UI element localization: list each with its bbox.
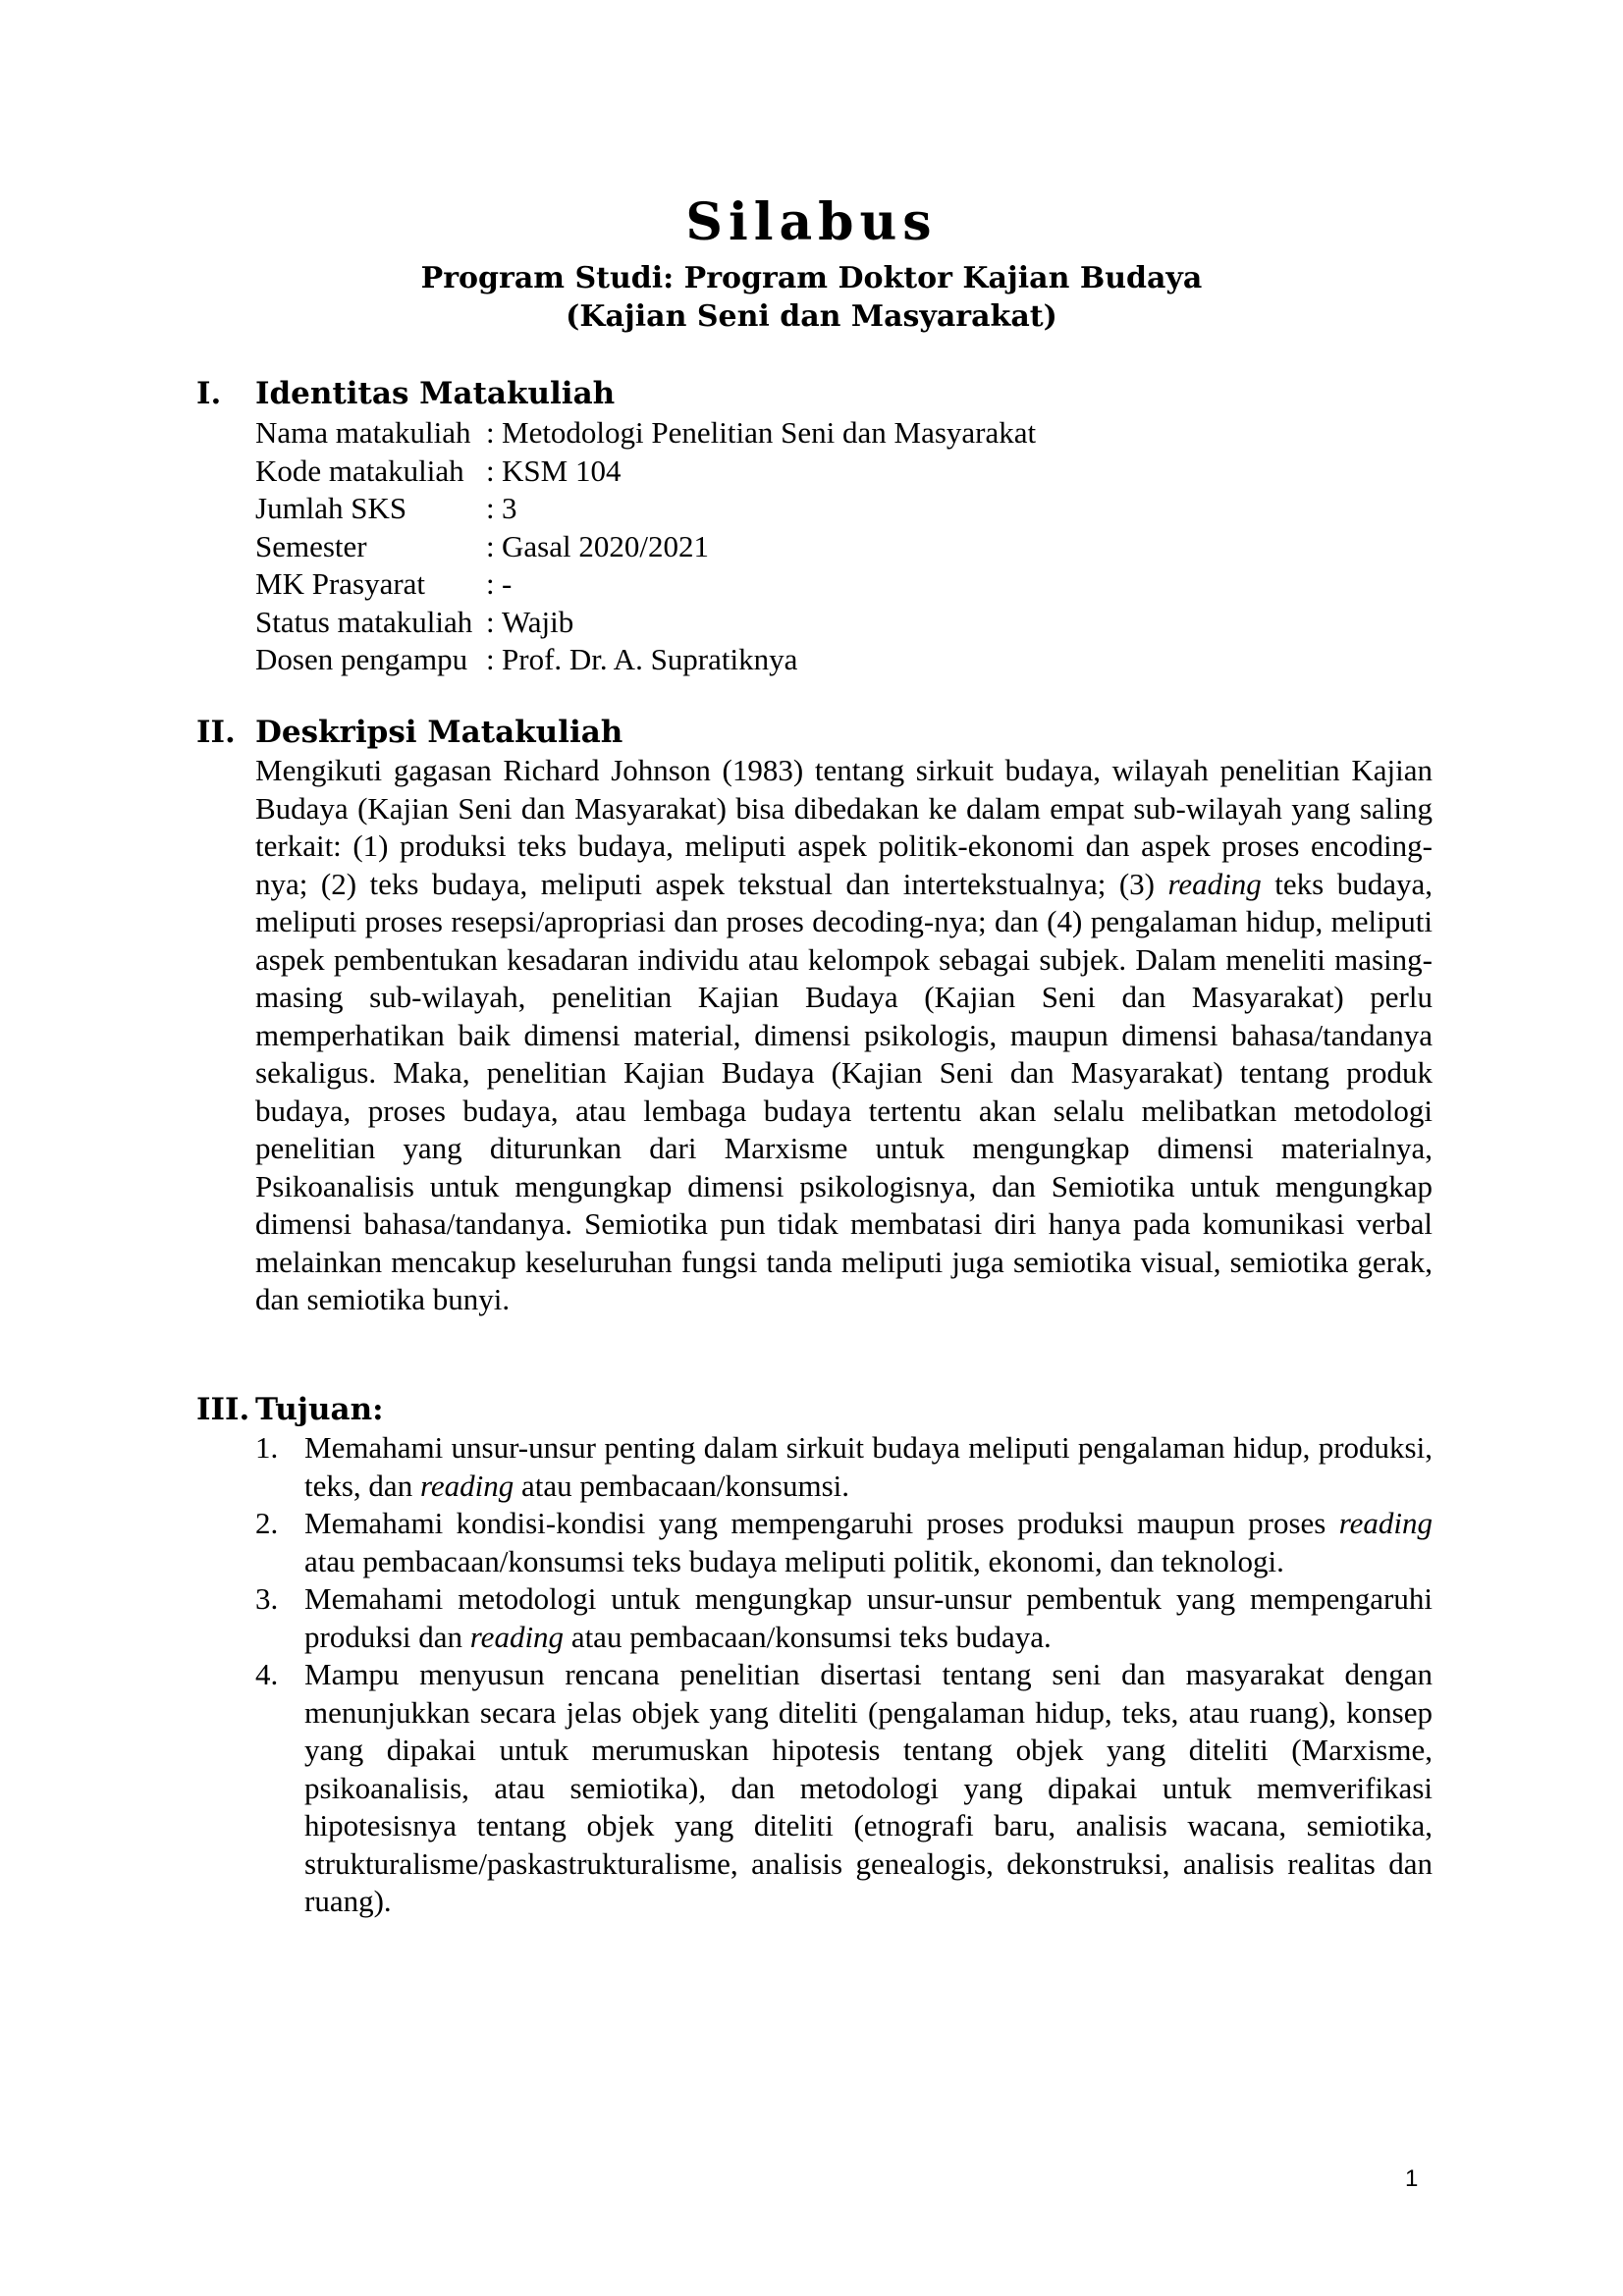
goal-emphasis: reading [469, 1619, 565, 1654]
goal-text-part: atau pembacaan/konsumsi teks budaya meliputi politik, ekonomi, dan teknologi. [304, 1543, 1284, 1578]
identity-value: KSM 104 [502, 453, 622, 488]
section-title: Identitas Matakuliah [255, 376, 616, 411]
identity-label: Kode matakuliah [255, 453, 464, 488]
goal-text-part: Memahami unsur-unsur penting dalam sirkuit budaya meliputi pengalaman hidup, produksi, teks, dan [304, 1430, 1433, 1503]
goal-item [255, 1580, 1433, 1656]
goal-item [255, 1505, 1433, 1580]
section-number: III. [196, 1392, 250, 1427]
identity-row-nama [255, 414, 1036, 453]
goal-item [255, 1429, 1433, 1505]
goal-text-part: Mampu menyusun rencana penelitian disertasi tentang seni dan masyarakat dengan menunjukkan secara jelas objek yang diteliti (pengalaman hidup, teks, atau ruang), konsep yang dipakai untuk merumuskan hipotesis tentang objek yang diteliti (Marxisme, psikoanalisis, atau semiotika), dan metodologi yang dipakai untuk memverifikasi hipotesisnya tentang objek yang diteliti (etnografi baru, analisis wacana, semiotika, strukturalisme/paskastrukturalisme, analisis genealogis, dekonstruksi, analisis realitas dan ruang). [304, 1657, 1433, 1918]
identity-label: Status matakuliah [255, 604, 473, 639]
program-concentration: (Kajian Seni dan Masyarakat) [566, 299, 1057, 334]
goal-number: 4. [255, 1657, 279, 1691]
identity-label: Nama matakuliah [255, 415, 471, 450]
identity-separator: : [486, 642, 495, 676]
goal-text [304, 1656, 1433, 1921]
identity-separator: : [486, 604, 495, 639]
course-identity-list [255, 414, 1036, 679]
identity-separator: : [486, 528, 495, 563]
description-emphasis: reading [1167, 866, 1262, 901]
goal-emphasis: reading [1338, 1506, 1433, 1540]
goal-text-part: Memahami kondisi-kondisi yang mempengaruhi proses produksi maupun proses [304, 1506, 1339, 1540]
section-number: II. [196, 715, 236, 750]
goal-number: 1. [255, 1430, 279, 1465]
course-description-paragraph [255, 752, 1433, 1319]
goal-text [304, 1505, 1433, 1580]
identity-row-semester [255, 528, 1036, 566]
goal-text [304, 1580, 1433, 1656]
identity-row-prasyarat [255, 565, 1036, 604]
identity-row-dosen [255, 641, 1036, 679]
section-tujuan-heading [196, 1392, 384, 1427]
section-deskripsi-heading [196, 715, 622, 750]
identity-label: Jumlah SKS [255, 491, 407, 525]
identity-value: Wajib [502, 604, 574, 639]
description-text: Mengikuti gagasan Richard Johnson (1983) tentang sirkuit budaya, wilayah penelitian Kajian Budaya (Kajian Seni dan Masyarakat) bisa dibedakan ke dalam empat sub-wilayah yang saling terkait: (1) produksi teks budaya, meliputi aspek politik-ekonomi dan aspek proses encoding-nya; (2) teks budaya, meliputi aspek tekstual dan intertekstualnya; (3) [255, 753, 1433, 901]
identity-label: Dosen pengampu [255, 642, 468, 676]
identity-label: MK Prasyarat [255, 566, 426, 601]
goal-text-part: atau pembacaan/konsumsi teks budaya. [564, 1619, 1052, 1654]
goal-number: 2. [255, 1506, 279, 1540]
identity-row-status [255, 604, 1036, 642]
identity-separator: : [486, 453, 495, 488]
identity-separator: : [486, 566, 495, 601]
section-identitas-heading [196, 376, 615, 411]
document-title: Silabus [685, 192, 938, 252]
section-number: I. [196, 376, 222, 411]
section-title: Tujuan: [255, 1392, 384, 1427]
program-subtitle: Program Studi: Program Doktor Kajian Budaya [420, 261, 1203, 295]
identity-value: 3 [502, 491, 517, 525]
identity-separator: : [486, 491, 495, 525]
identity-separator: : [486, 415, 495, 450]
identity-value: - [502, 566, 513, 601]
page-number: 1 [1405, 2165, 1419, 2192]
identity-value: Prof. Dr. A. Supratiknya [502, 642, 798, 676]
goal-text-part: atau pembacaan/konsumsi. [514, 1468, 850, 1503]
goal-text [304, 1429, 1433, 1505]
identity-row-kode [255, 453, 1036, 491]
identity-row-sks [255, 490, 1036, 528]
identity-value: Metodologi Penelitian Seni dan Masyarakat [502, 415, 1037, 450]
goal-number: 3. [255, 1581, 279, 1616]
identity-label: Semester [255, 528, 367, 563]
section-title: Deskripsi Matakuliah [255, 715, 623, 750]
description-text: teks budaya, meliputi proses resepsi/apropriasi dan proses decoding-nya; dan (4) pengalaman hidup, meliputi aspek pembentukan kesadaran individu atau kelompok sebagai subjek. Dalam meneliti masing-masing sub-wilayah, penelitian Kajian Budaya (Kajian Seni dan Masyarakat) perlu memperhatikan baik dimensi material, dimensi psikologis, maupun dimensi bahasa/tandanya sekaligus. Maka, penelitian Kajian Budaya (Kajian Seni dan Masyarakat) tentang produk budaya, proses budaya, atau lembaga budaya tertentu akan selalu melibatkan metodologi penelitian yang diturunkan dari Marxisme untuk mengungkap dimensi materialnya, Psikoanalisis untuk mengungkap dimensi psikologisnya, dan Semiotika untuk mengungkap dimensi bahasa/tandanya. Semiotika pun tidak membatasi diri hanya pada komunikasi verbal melainkan mencakup keseluruhan fungsi tanda meliputi juga semiotika visual, semiotika gerak, dan semiotika bunyi. [255, 866, 1433, 1316]
goal-text-part: Memahami metodologi untuk mengungkap unsur-unsur pembentuk yang mempengaruhi produksi dan [304, 1581, 1433, 1654]
goals-list [255, 1429, 1433, 1921]
identity-value: Gasal 2020/2021 [502, 528, 709, 563]
goal-emphasis: reading [419, 1468, 514, 1503]
goal-item [255, 1656, 1433, 1921]
